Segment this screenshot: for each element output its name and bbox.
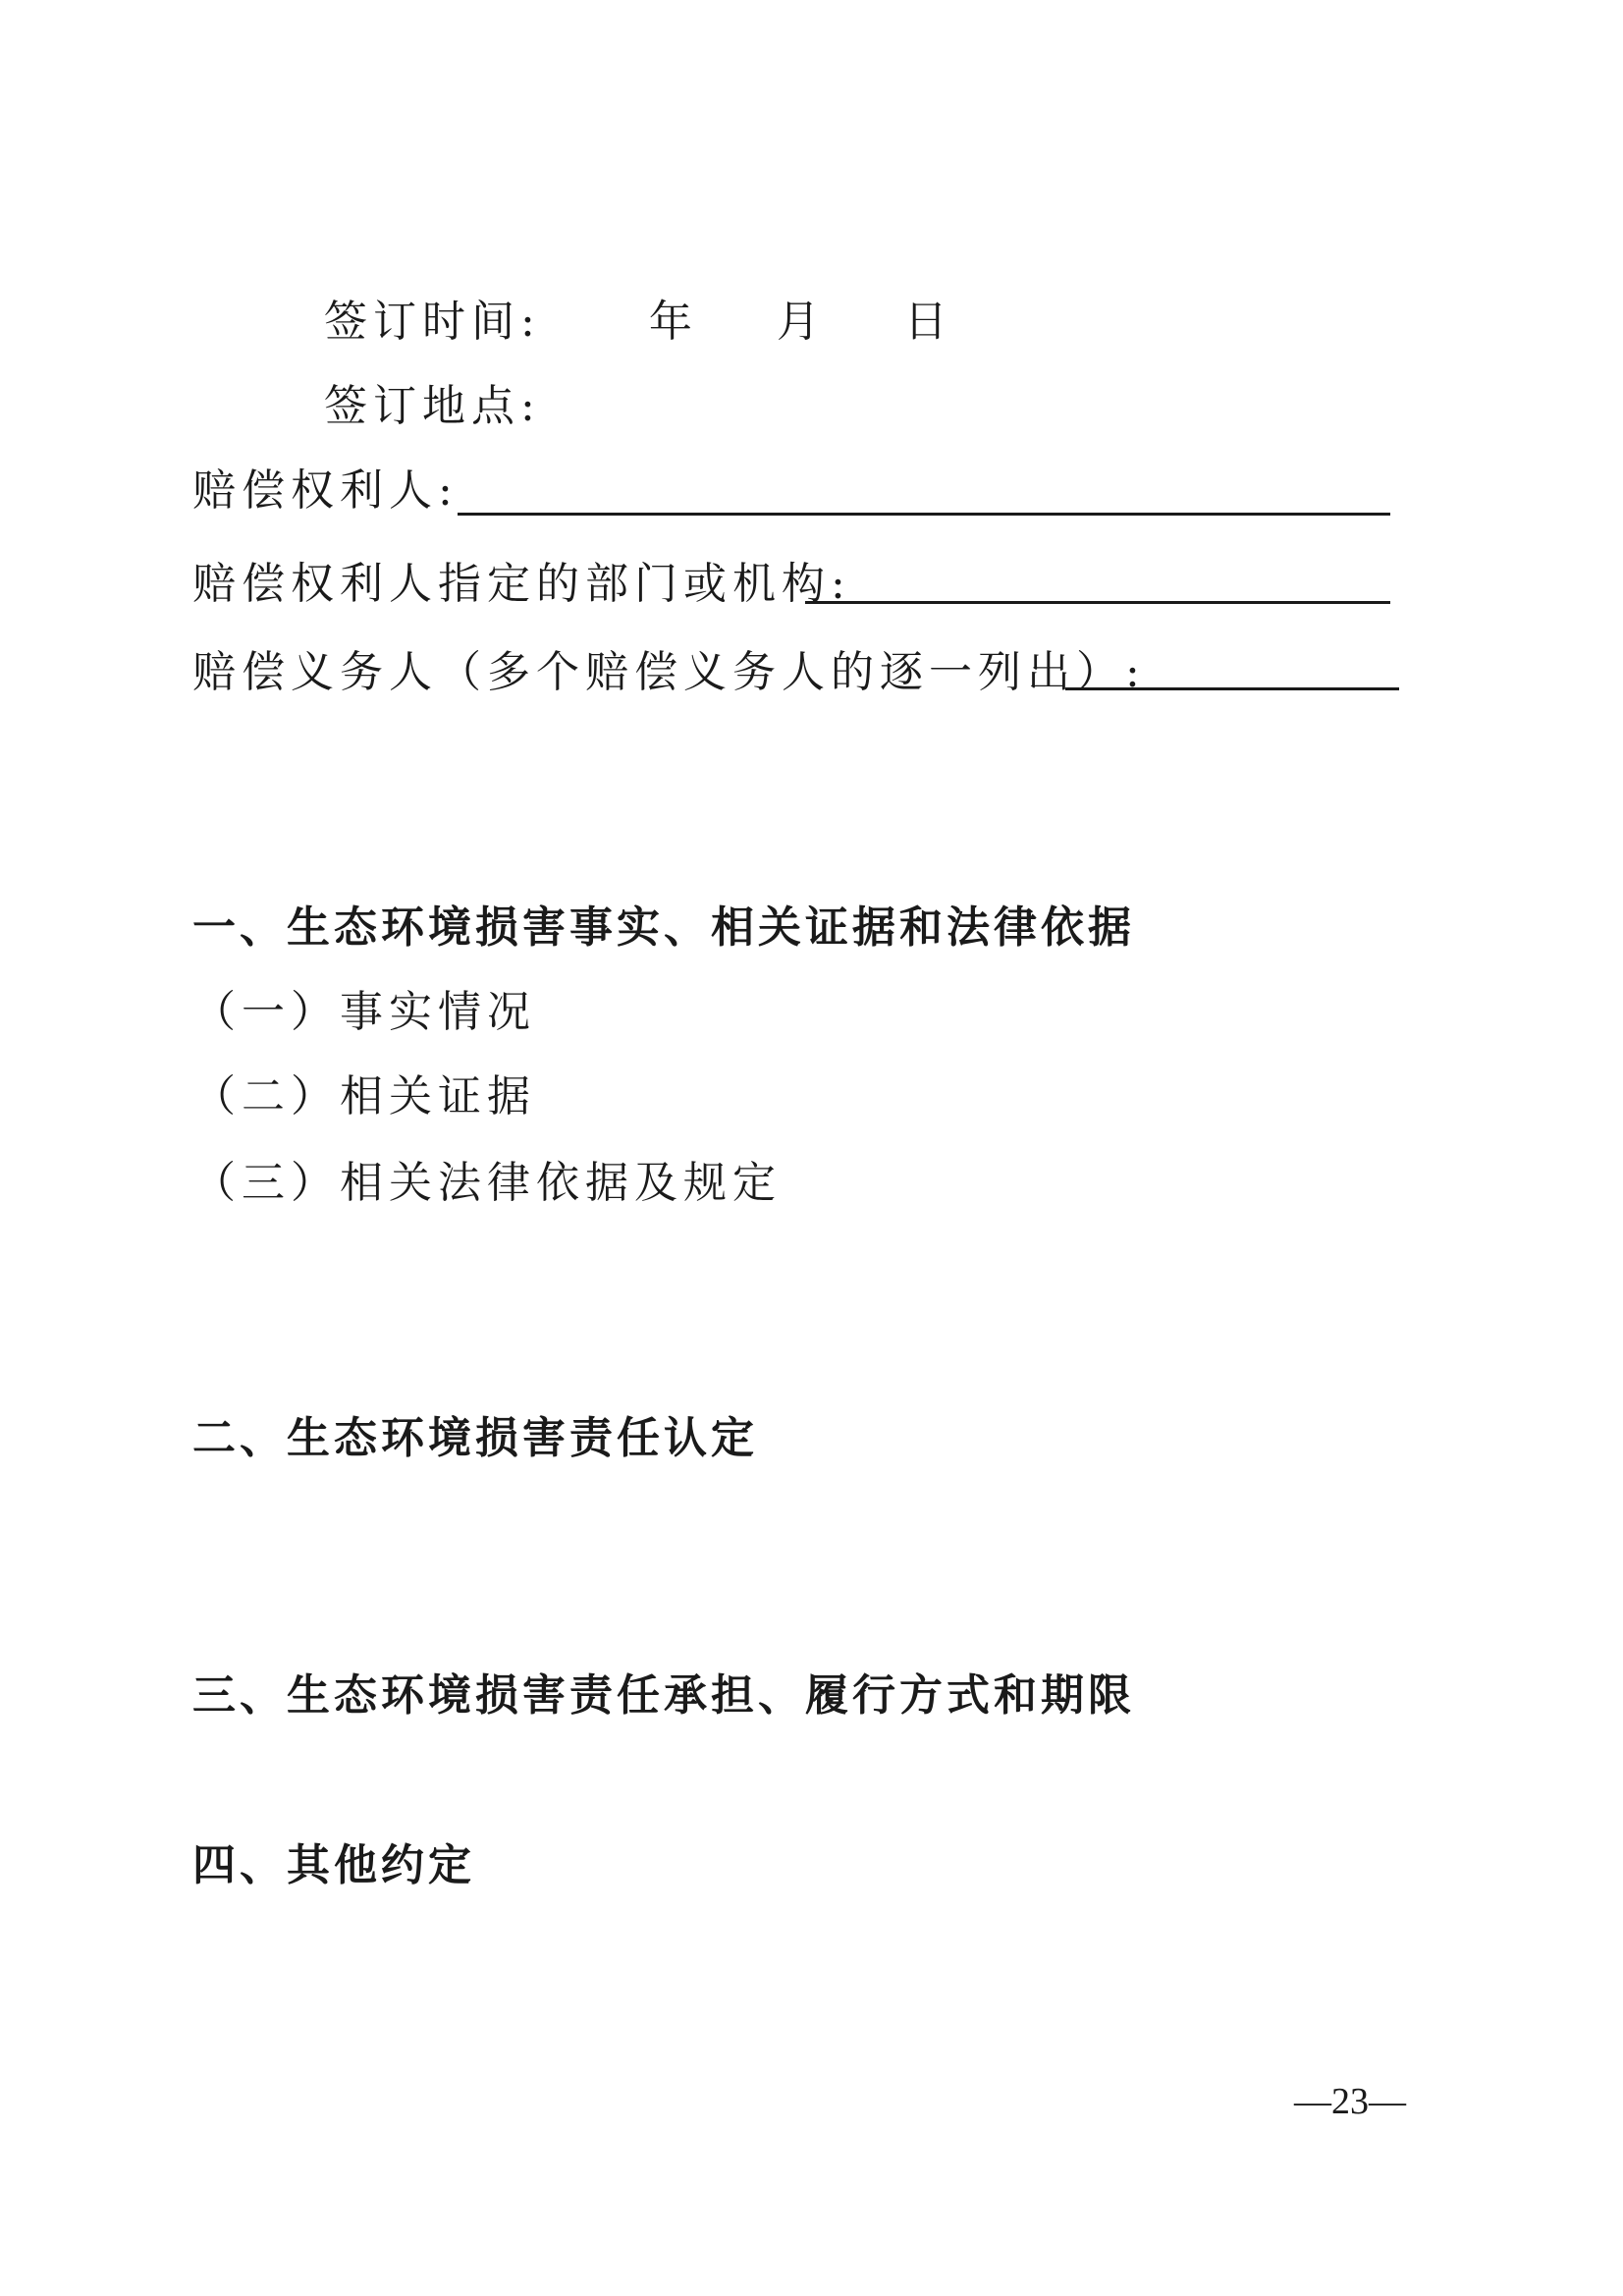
signing-time-row: [324, 293, 953, 352]
signing-place-row: [324, 377, 541, 436]
section-3-title: 三、生态环境损害责任承担、履行方式和期限: [192, 1670, 1135, 1721]
section-1-title: 一、生态环境损害事实、相关证据和法律依据: [192, 902, 1135, 953]
designated-dept-label: 赔偿权利人指定的部门或机构:: [192, 559, 851, 609]
rights-holder-row: [192, 462, 459, 520]
obligor-row: [192, 643, 1146, 702]
section-2-title: 二、生态环境损害责任认定: [192, 1413, 758, 1463]
day-label: 日: [903, 297, 953, 347]
obligor-label: 赔偿义务人（多个赔偿义务人的逐一列出）:: [192, 647, 1146, 697]
month-label: 月: [776, 297, 826, 347]
designated-dept-blank[interactable]: [805, 558, 1390, 604]
section-1-sub-2: （二）相关证据: [192, 1071, 536, 1121]
year-label: 年: [648, 297, 698, 347]
obligor-blank[interactable]: [1065, 644, 1399, 690]
designated-dept-row: [192, 555, 851, 614]
rights-holder-blank[interactable]: [458, 469, 1390, 516]
signing-place-label: 签订地点:: [324, 381, 541, 431]
section-1-sub-3: （三）相关法律依据及规定: [192, 1158, 782, 1208]
section-1-sub-1: （一）事实情况: [192, 987, 536, 1037]
section-4-title: 四、其他约定: [192, 1840, 475, 1890]
page-number: —23—: [1294, 2081, 1406, 2122]
signing-time-label: 签订时间:: [324, 297, 541, 347]
rights-holder-label: 赔偿权利人:: [192, 465, 459, 516]
